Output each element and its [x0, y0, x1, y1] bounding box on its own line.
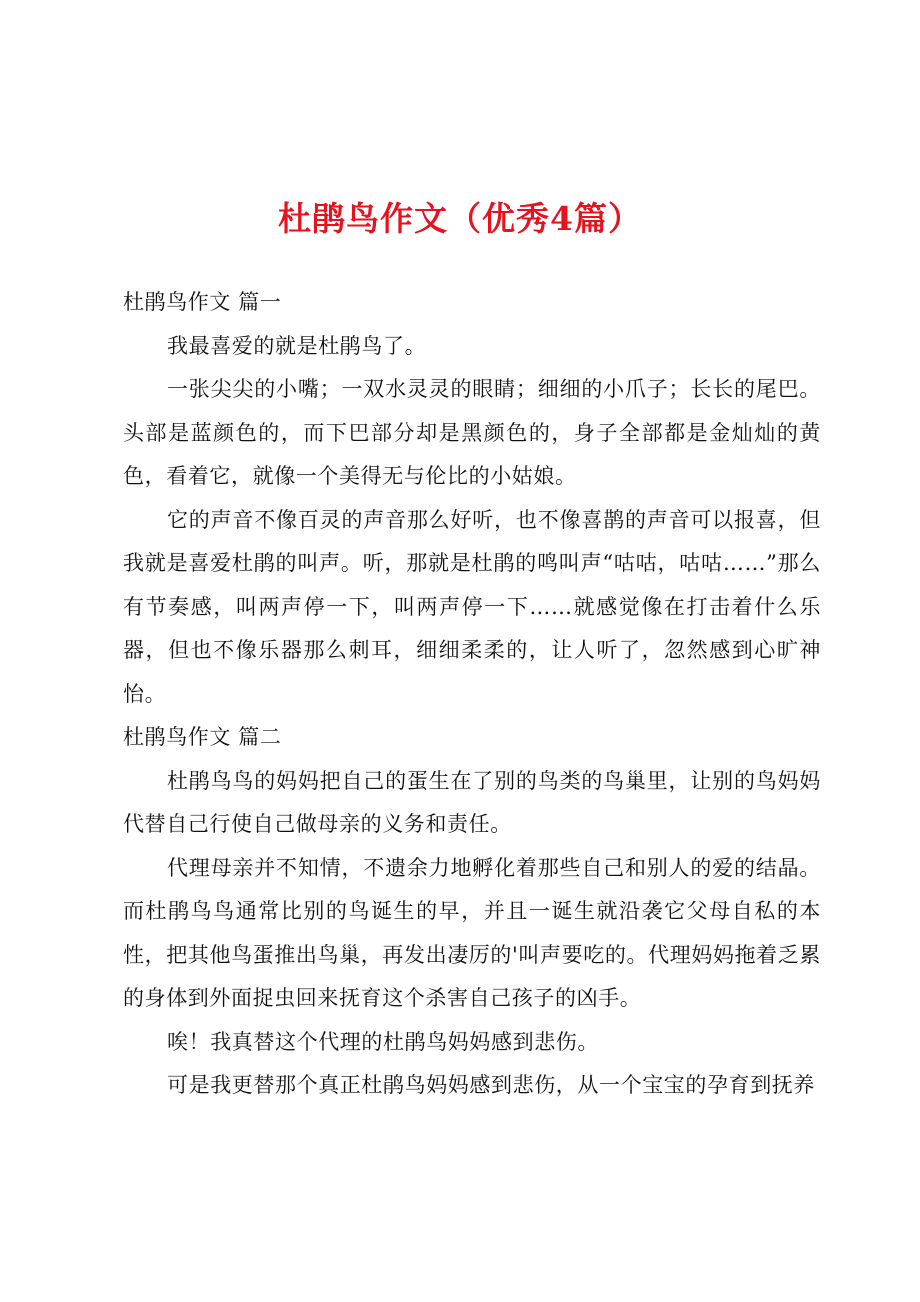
paragraph: 它的声音不像百灵的声音那么好听，也不像喜鹊的声音可以报喜，但我就是喜爱杜鹃的叫声。听，那就是杜鹃的鸣叫声“咕咕，咕咕……”那么有节奏感，叫两声停一下，叫两声停一下……就感觉像在打击着什么乐器，但也不像乐器那么刺耳，细细柔柔的，让人听了，忽然感到心旷神怡。	[123, 507, 821, 706]
paragraph: 可是我更替那个真正杜鹃鸟妈妈感到悲伤，从一个宝宝的孕育到抚养	[167, 1073, 815, 1097]
section-heading-2: 杜鹃鸟作文 篇二	[123, 725, 282, 749]
paragraph: 我最喜爱的就是杜鹃鸟了。	[167, 333, 427, 358]
section-heading-1: 杜鹃鸟作文 篇一	[123, 290, 282, 314]
document-body	[123, 281, 821, 1108]
paragraph: 唉！我真替这个代理的杜鹃鸟妈妈感到悲伤。	[167, 1029, 599, 1054]
document-title: 杜鹃鸟作文（优秀4篇）	[278, 199, 642, 238]
paragraph: 杜鹃鸟鸟的妈妈把自己的蛋生在了别的鸟类的鸟巢里，让别的鸟妈妈代替自己行使自己做母亲的义务和责任。	[123, 768, 821, 836]
paragraph: 一张尖尖的小嘴；一双水灵灵的眼睛；细细的小爪子；长长的尾巴。头部是蓝颜色的，而下巴部分却是黑颜色的，身子全部都是金灿灿的黄色，看着它，就像一个美得无与伦比的小姑娘。	[123, 377, 821, 488]
paragraph: 代理母亲并不知情，不遗余力地孵化着那些自己和别人的爱的结晶。而杜鹃鸟鸟通常比别的鸟诞生的早，并且一诞生就沿袭它父母自私的本性，把其他鸟蛋推出鸟巢，再发出凄厉的'叫声要吃的。代理妈妈拖着乏累的身体到外面捉虫回来抚育这个杀害自己孩子的凶手。	[123, 855, 821, 1010]
